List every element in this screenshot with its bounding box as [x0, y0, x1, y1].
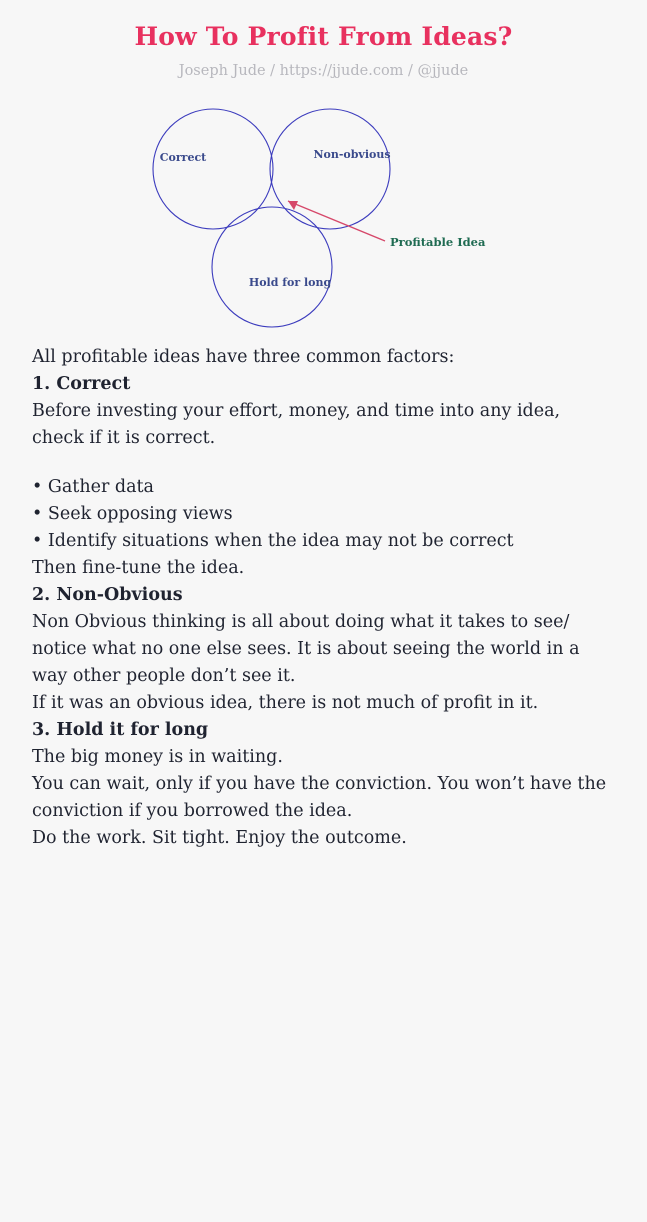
section-1-closing: Then fine-tune the idea.	[32, 558, 245, 578]
venn-diagram	[0, 89, 647, 344]
byline: Joseph Jude / https://jjude.com / @jjude	[178, 63, 469, 79]
list-item: • Identify situations when the idea may not be correct	[32, 531, 514, 551]
page-title: How To Profit From Ideas?	[134, 22, 513, 51]
section-3-paragraph-2: You can wait, only if you have the conviction. You won’t have the conviction if you borrowed the idea.	[32, 774, 607, 821]
circle-nonobvious-outline	[270, 109, 390, 229]
section-3-heading: 3. Hold it for long	[32, 720, 209, 740]
document-page	[0, 22, 647, 1222]
section-2-heading: 2. Non-Obvious	[32, 585, 183, 605]
list-item: • Gather data	[32, 477, 154, 497]
section-3-paragraph-3: Do the work. Sit tight. Enjoy the outcome.	[32, 828, 407, 848]
callout-arrow-head	[288, 201, 298, 210]
circle-hold-outline	[212, 207, 332, 327]
section-1-bullet-list	[32, 474, 615, 555]
label-nonobvious: Non-obvious	[313, 148, 391, 161]
section-3-paragraph-1: The big money is in waiting.	[32, 747, 283, 767]
section-2-paragraph-2: If it was an obvious idea, there is not much of profit in it.	[32, 693, 539, 713]
article-body	[0, 344, 647, 852]
circle-correct-outline	[153, 109, 273, 229]
section-2-paragraph-1: Non Obvious thinking is all about doing what it takes to see/ notice what no one else sees. It is about seeing the world in a way other people don’t see it.	[32, 612, 580, 686]
intro-paragraph: All profitable ideas have three common factors:	[32, 347, 455, 367]
label-profitable-idea: Profitable Idea	[390, 235, 486, 249]
label-correct: Correct	[159, 151, 207, 164]
section-1-heading: 1. Correct	[32, 374, 131, 394]
label-hold-for-long: Hold for long	[248, 276, 332, 289]
venn-diagram-svg	[0, 89, 647, 344]
section-1-paragraph: Before investing your effort, money, and time into any idea, check if it is correct.	[32, 401, 561, 448]
callout-arrow-line	[288, 201, 385, 241]
list-item: • Seek opposing views	[32, 504, 233, 524]
